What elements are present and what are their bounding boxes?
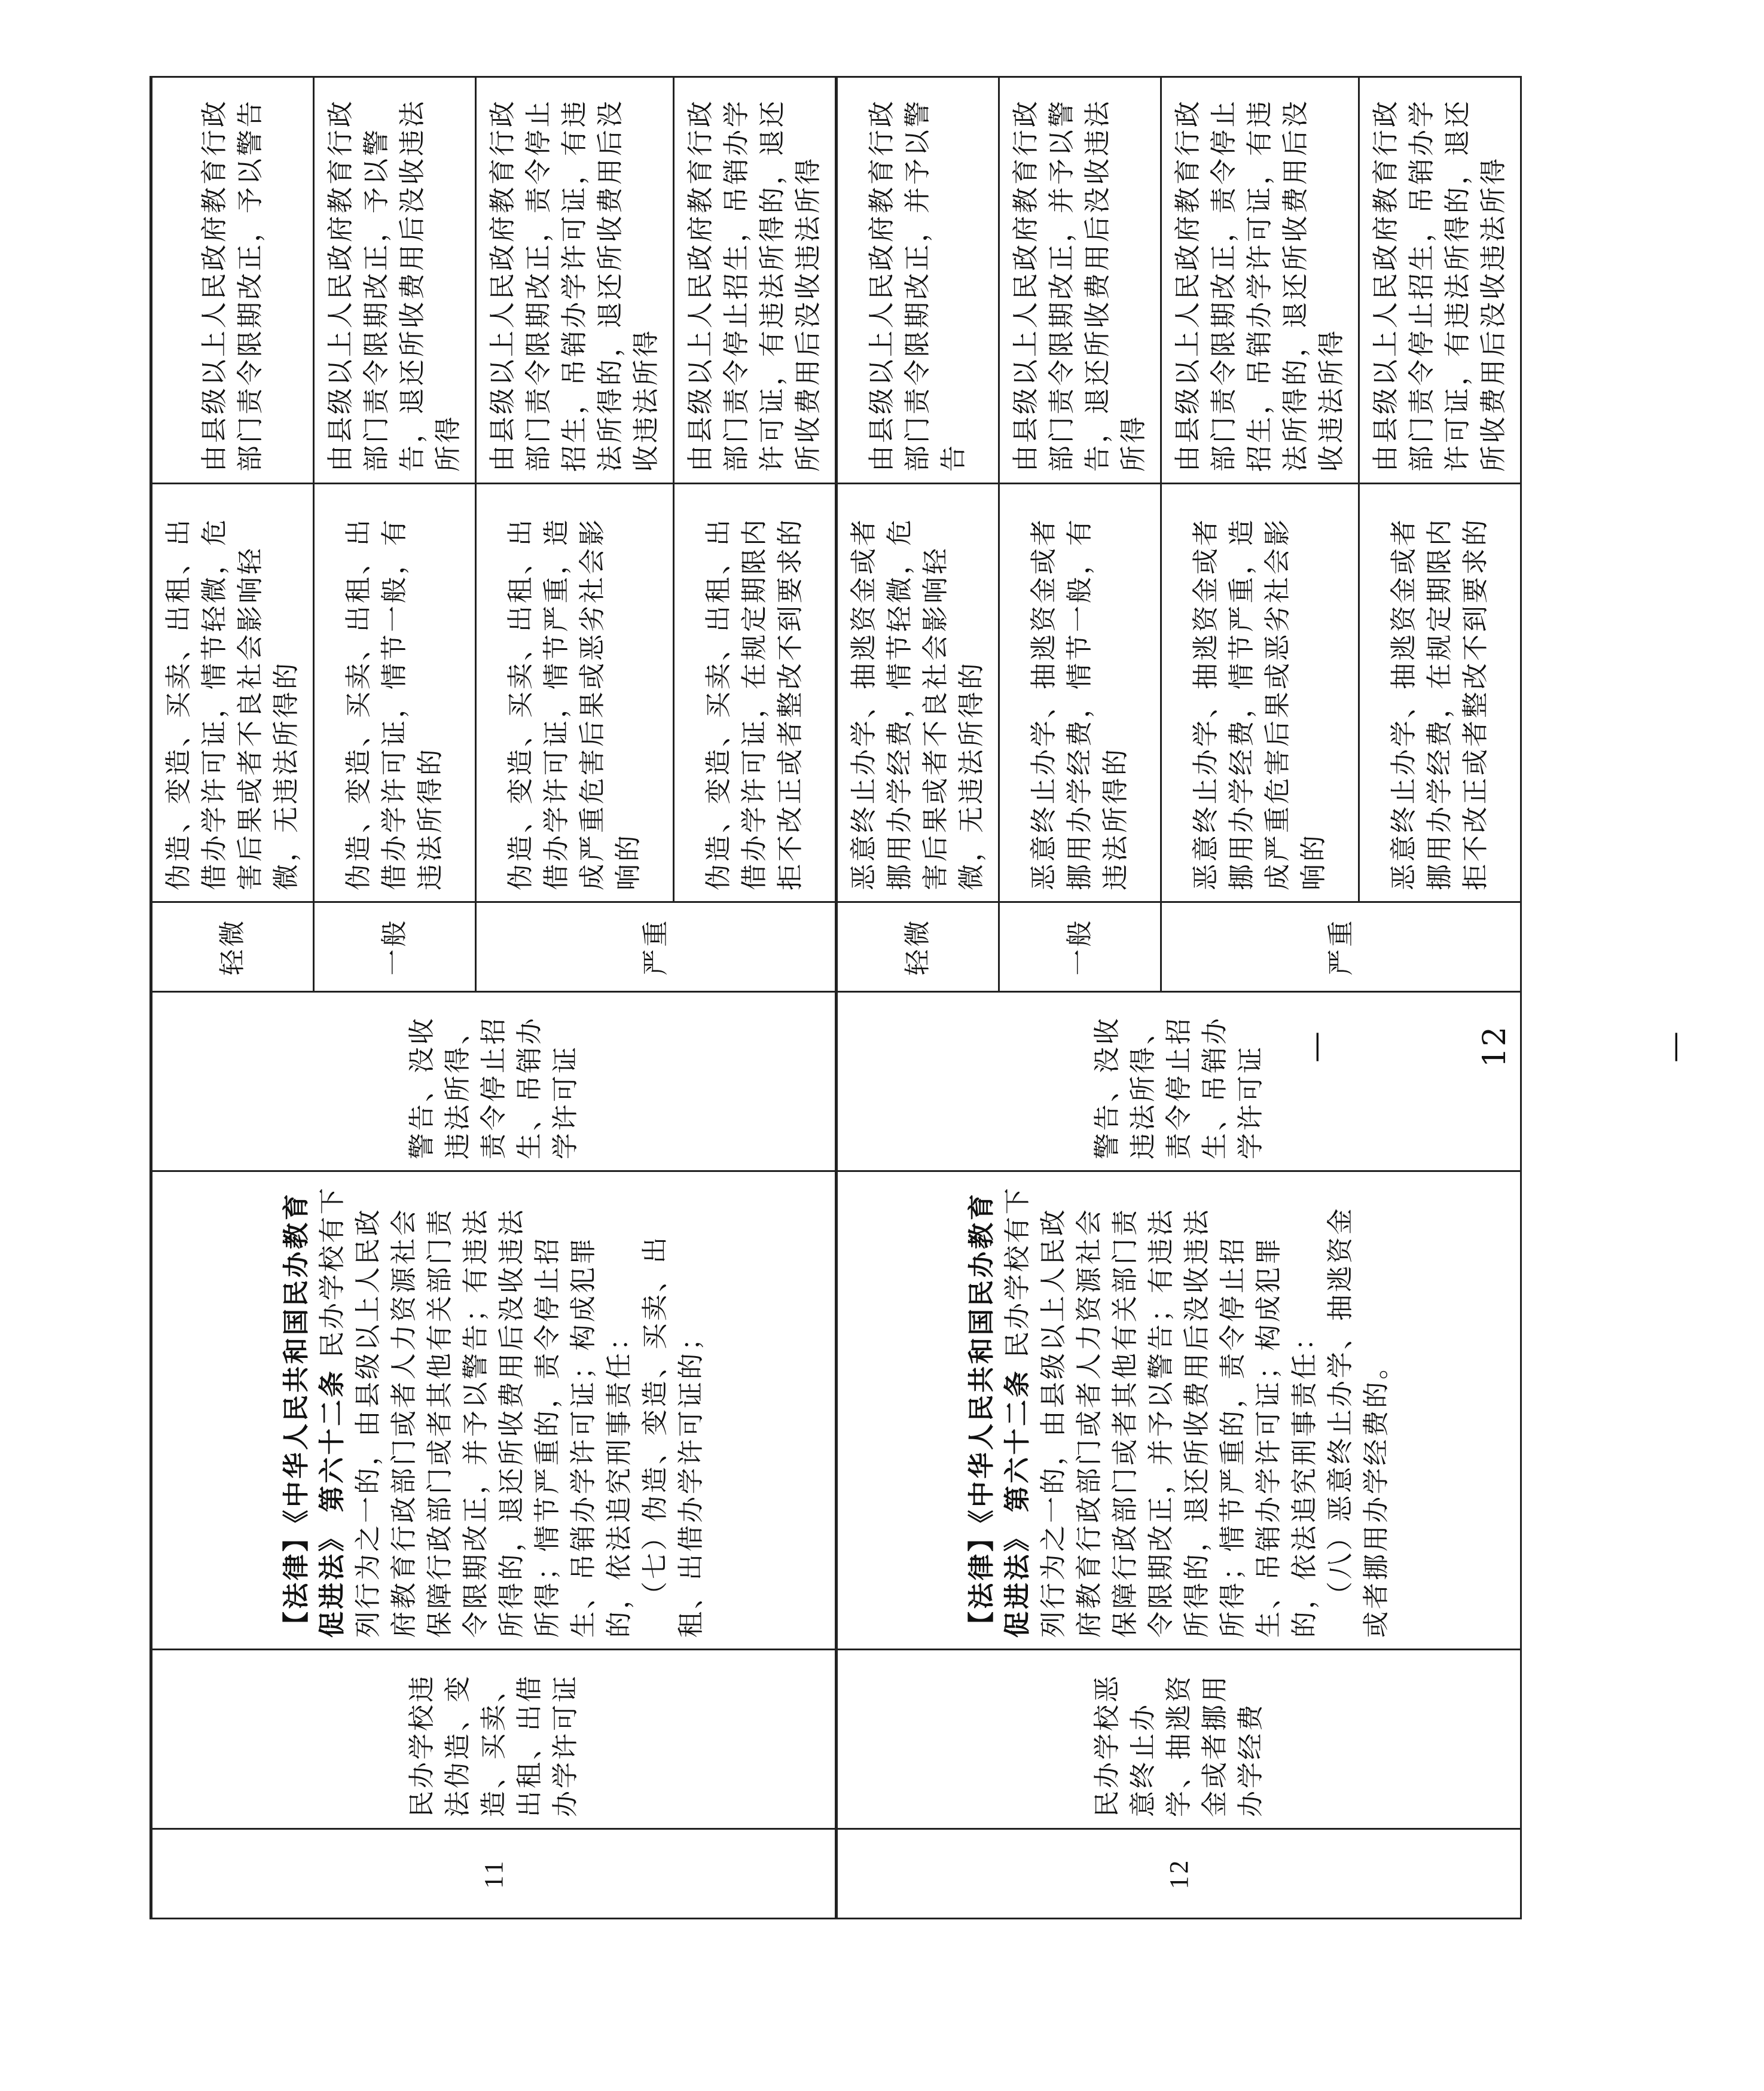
condition-cell: 伪造、变造、买卖、出租、出借办学许可证，情节一般，有违法所得的 — [314, 484, 476, 902]
violation-item: 民办学校恶意终止办学、抽逃资金或者挪用办学经费 — [837, 1650, 1521, 1829]
standard-cell: 由县级以上人民政府教育行政部门责令限期改正，责令停止招生，吊销办学许可证，有违法所得的，退还所收费用后没收违法所得 — [476, 77, 674, 484]
basis-article: 第六十二条 — [1002, 1369, 1033, 1512]
standard-cell: 由县级以上人民政府教育行政部门责令限期改正，并予以警告 — [837, 77, 999, 484]
condition-cell: 恶意终止办学、抽逃资金或者挪用办学经费，情节轻微，危害后果或者不良社会影响轻微，无违法所得的 — [837, 484, 999, 902]
level-cell: 轻微 — [837, 902, 999, 992]
table-row — [837, 77, 999, 1919]
basis-title: 【法律】《中华人民共和国民办教育促进法》 — [280, 1192, 347, 1638]
standard-cell: 由县级以上人民政府教育行政部门责令限期改正，责令停止招生，吊销办学许可证，有违法所得的，退还所收费用后没收违法所得 — [1161, 77, 1359, 484]
condition-cell: 恶意终止办学、抽逃资金或者挪用办学经费，在规定期限内拒不改正或者整改不到要求的 — [1359, 484, 1521, 902]
table-row — [151, 77, 314, 1919]
standard-cell: 由县级以上人民政府教育行政部门责令停止招生，吊销办学许可证，有违法所得的，退还所收费用后没收违法所得 — [674, 77, 837, 484]
condition-cell: 恶意终止办学、抽逃资金或者挪用办学经费，情节严重，造成严重危害后果或恶劣社会影响的 — [1161, 484, 1359, 902]
standard-cell: 由县级以上人民政府教育行政部门责令限期改正，予以警告，退还所收费用后没收违法所得 — [314, 77, 476, 484]
legal-basis — [151, 1171, 837, 1650]
penalty-standards-table — [149, 76, 1692, 1919]
basis-text: 民办学校有下列行为之一的，由县级以上人民政府教育行政部门或者人力资源社会保障行政部门或者其他有关部门责令限期改正，并予以警告；有违法所得的，退还所收费用后没收违法所得；情节严重的，责令停止招生、吊销办学许可证；构成犯罪的，依法追究刑事责任： — [316, 1186, 634, 1638]
level-cell: 一般 — [999, 902, 1161, 992]
basis-title: 【法律】《中华人民共和国民办教育促进法》 — [966, 1192, 1033, 1638]
condition-cell: 伪造、变造、买卖、出租、出借办学许可证，在规定期限内拒不改正或者整改不到要求的 — [674, 484, 837, 902]
standard-cell: 由县级以上人民政府教育行政部门责令停止招生，吊销办学许可证，有违法所得的，退还所收费用后没收违法所得 — [1359, 77, 1521, 484]
level-cell: 一般 — [314, 902, 476, 992]
legal-basis — [837, 1171, 1521, 1650]
row-number: 11 — [151, 1829, 837, 1919]
row-number: 12 — [837, 1829, 1521, 1919]
level-cell: 轻微 — [151, 902, 314, 992]
rotated-table-container — [149, 78, 1692, 1919]
condition-cell: 恶意终止办学、抽逃资金或者挪用办学经费，情节一般，有违法所得的 — [999, 484, 1161, 902]
standard-cell: 由县级以上人民政府教育行政部门责令限期改正，予以警告 — [151, 77, 314, 484]
violation-item: 民办学校违法伪造、变造、买卖、出租、出借办学许可证 — [151, 1650, 837, 1829]
level-cell: 严重 — [1161, 902, 1521, 992]
basis-article: 第六十二条 — [316, 1369, 347, 1512]
condition-cell: 伪造、变造、买卖、出租、出借办学许可证，情节轻微，危害后果或者不良社会影响轻微，无违法所得的 — [151, 484, 314, 902]
penalty-type: 警告、没收违法所得、责令停止招生、吊销办学许可证 — [151, 992, 837, 1171]
standard-cell: 由县级以上人民政府教育行政部门责令限期改正，并予以警告，退还所收费用后没收违法所得 — [999, 77, 1161, 484]
penalty-type: 警告、没收违法所得、责令停止招生、吊销办学许可证 — [837, 992, 1521, 1171]
page-number: —12— — [1298, 1025, 1692, 1068]
basis-clause: （七）伪造、变造、买卖、出租、出借办学许可证的； — [639, 1235, 706, 1638]
basis-text: 民办学校有下列行为之一的，由县级以上人民政府教育行政部门或者人力资源社会保障行政部门或者其他有关部门责令限期改正，并予以警告；有违法所得的，退还所收费用后没收违法所得；情节严重的，责令停止招生、吊销办学许可证；构成犯罪的，依法追究刑事责任： — [1002, 1186, 1320, 1638]
level-cell: 严重 — [476, 902, 837, 992]
condition-cell: 伪造、变造、买卖、出租、出借办学许可证，情节严重，造成严重危害后果或恶劣社会影响的 — [476, 484, 674, 902]
basis-clause: （八）恶意终止办学、抽逃资金或者挪用办学经费的。 — [1324, 1206, 1391, 1638]
